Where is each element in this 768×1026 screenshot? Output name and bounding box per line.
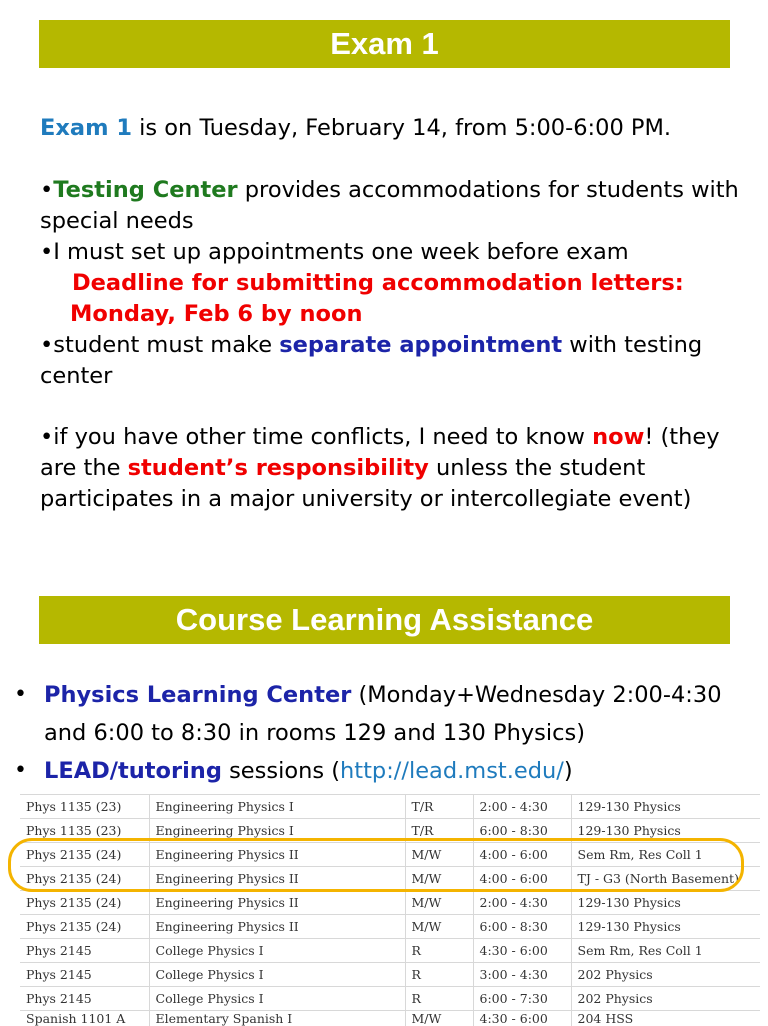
room-cell: Sem Rm, Res Coll 1 xyxy=(571,939,760,963)
title-cell: College Physics I xyxy=(149,939,405,963)
separate-appointment-emphasis: separate appointment xyxy=(279,332,562,358)
course-cell: Spanish 1101 A xyxy=(20,1011,149,1026)
time-cell: 6:00 - 8:30 xyxy=(473,819,571,843)
schedule-table xyxy=(20,794,760,1026)
exam-date-paragraph xyxy=(40,113,750,144)
appointments-text: •I must set up appointments one week before exam xyxy=(40,239,629,265)
table-row xyxy=(20,867,760,891)
time-cell: 4:00 - 6:00 xyxy=(473,843,571,867)
table-row xyxy=(20,987,760,1011)
course-cell: Phys 2135 (24) xyxy=(20,843,149,867)
assistance-banner-title: Course Learning Assistance xyxy=(176,602,594,638)
time-cell: 4:00 - 6:00 xyxy=(473,867,571,891)
table-row xyxy=(20,795,760,819)
table-row xyxy=(20,939,760,963)
table-row xyxy=(20,819,760,843)
course-cell: Phys 1135 (23) xyxy=(20,795,149,819)
room-cell: TJ - G3 (North Basement) xyxy=(571,867,760,891)
physics-learning-center-details: (Monday+Wednesday 2:00-4:30 and 6:00 to 8:30 in rooms 129 and 130 Physics) xyxy=(44,682,722,746)
bullet-testing-center: • xyxy=(40,177,53,203)
exam-banner-title: Exam 1 xyxy=(330,26,439,62)
list-item xyxy=(14,676,754,752)
table-row xyxy=(20,891,760,915)
exam-banner xyxy=(39,20,730,68)
course-cell: Phys 2135 (24) xyxy=(20,867,149,891)
student-responsibility: student’s responsibility xyxy=(128,455,429,481)
title-cell: Engineering Physics I xyxy=(149,795,405,819)
table-row xyxy=(20,915,760,939)
table-row xyxy=(20,963,760,987)
conflicts-now: now xyxy=(592,424,644,450)
separate-appointment-post: with testing center xyxy=(40,332,702,389)
time-cell: 4:30 - 6:00 xyxy=(473,939,571,963)
title-cell: College Physics I xyxy=(149,963,405,987)
room-cell: 202 Physics xyxy=(571,963,760,987)
deadline-line-1: Deadline for submitting accommodation letters: xyxy=(40,268,750,299)
time-cell: 2:00 - 4:30 xyxy=(473,891,571,915)
title-cell: College Physics I xyxy=(149,987,405,1011)
title-cell: Engineering Physics II xyxy=(149,843,405,867)
course-cell: Phys 2135 (24) xyxy=(20,891,149,915)
course-cell: Phys 2145 xyxy=(20,939,149,963)
room-cell: Sem Rm, Res Coll 1 xyxy=(571,843,760,867)
days-cell: T/R xyxy=(405,819,473,843)
days-cell: M/W xyxy=(405,915,473,939)
days-cell: R xyxy=(405,987,473,1011)
testing-center-text: provides accommodations for students with special needs xyxy=(40,177,739,234)
room-cell: 204 HSS xyxy=(571,1011,760,1026)
course-cell: Phys 2145 xyxy=(20,963,149,987)
assistance-banner xyxy=(39,596,730,644)
conflicts-mid: ! (they are the xyxy=(40,424,720,481)
days-cell: T/R xyxy=(405,795,473,819)
physics-learning-center-name: Physics Learning Center xyxy=(44,682,351,708)
lead-close-paren: ) xyxy=(564,758,573,784)
course-cell: Phys 2145 xyxy=(20,987,149,1011)
title-cell: Engineering Physics II xyxy=(149,867,405,891)
room-cell: 129-130 Physics xyxy=(571,915,760,939)
title-cell: Engineering Physics II xyxy=(149,891,405,915)
lead-url-link[interactable]: http://lead.mst.edu/ xyxy=(340,758,564,784)
room-cell: 129-130 Physics xyxy=(571,891,760,915)
separate-appointment-pre: •student must make xyxy=(40,332,279,358)
exam-name: Exam 1 xyxy=(40,115,132,141)
time-cell: 2:00 - 4:30 xyxy=(473,795,571,819)
room-cell: 129-130 Physics xyxy=(571,819,760,843)
room-cell: 129-130 Physics xyxy=(571,795,760,819)
bullet-icon: • xyxy=(14,676,27,714)
time-cell: 6:00 - 8:30 xyxy=(473,915,571,939)
time-cell: 4:30 - 6:00 xyxy=(473,1011,571,1026)
days-cell: R xyxy=(405,963,473,987)
conflicts-paragraph xyxy=(40,422,750,515)
days-cell: M/W xyxy=(405,867,473,891)
days-cell: R xyxy=(405,939,473,963)
room-cell: 202 Physics xyxy=(571,987,760,1011)
accommodations-paragraph xyxy=(40,175,750,392)
conflicts-pre: •if you have other time conflicts, I need to know xyxy=(40,424,592,450)
assistance-list xyxy=(14,676,754,790)
list-item xyxy=(14,752,754,790)
course-cell: Phys 1135 (23) xyxy=(20,819,149,843)
testing-center-name: Testing Center xyxy=(53,177,237,203)
course-cell: Phys 2135 (24) xyxy=(20,915,149,939)
bullet-icon: • xyxy=(14,752,27,790)
lead-tutoring-name: LEAD/tutoring xyxy=(44,758,222,784)
title-cell: Engineering Physics I xyxy=(149,819,405,843)
exam-date-text: is on Tuesday, February 14, from 5:00-6:00 PM. xyxy=(132,115,671,141)
title-cell: Engineering Physics II xyxy=(149,915,405,939)
table-row xyxy=(20,843,760,867)
time-cell: 3:00 - 4:30 xyxy=(473,963,571,987)
days-cell: M/W xyxy=(405,1011,473,1026)
conflicts-post: unless the student participates in a major university or intercollegiate event) xyxy=(40,455,691,512)
title-cell: Elementary Spanish I xyxy=(149,1011,405,1026)
deadline-line-2: Monday, Feb 6 by noon xyxy=(40,299,750,330)
days-cell: M/W xyxy=(405,891,473,915)
days-cell: M/W xyxy=(405,843,473,867)
lead-sessions-text: sessions ( xyxy=(222,758,340,784)
time-cell: 6:00 - 7:30 xyxy=(473,987,571,1011)
